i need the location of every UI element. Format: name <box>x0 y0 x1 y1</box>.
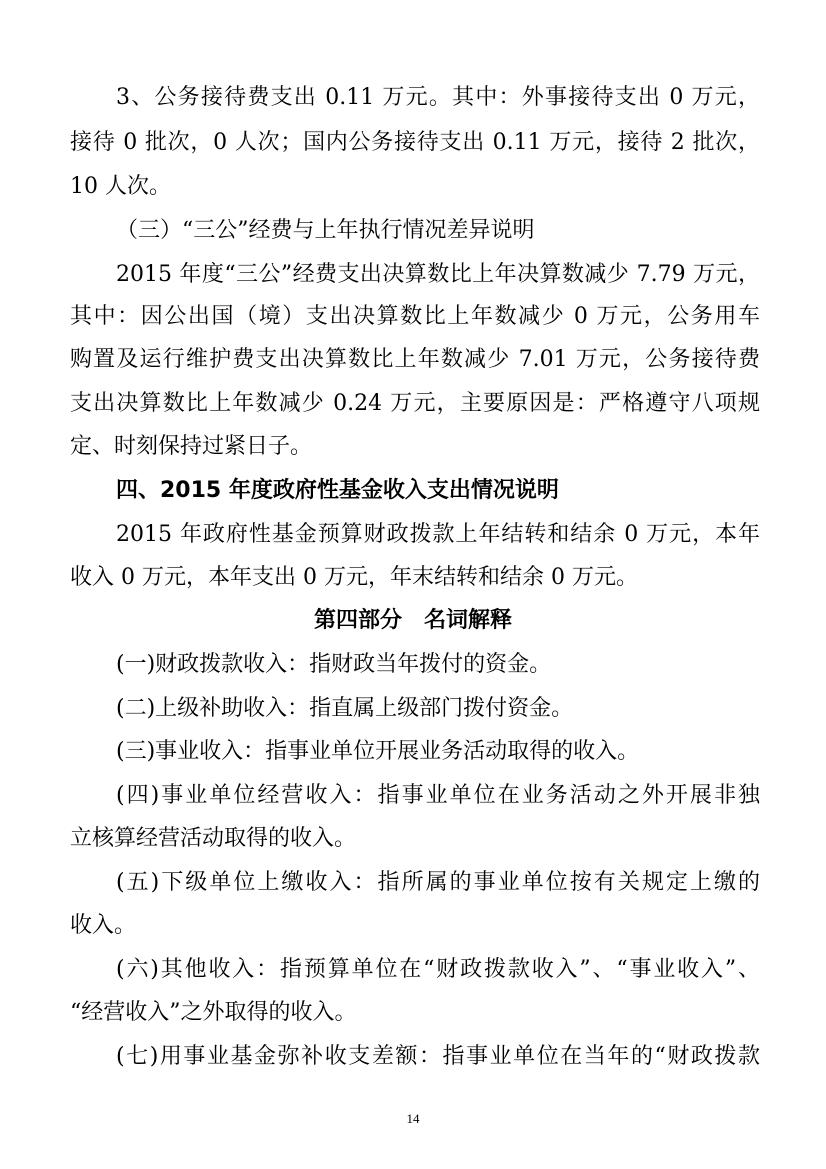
term-line: (七)用事业基金弥补收支差额：指事业单位在当年的“财政拨款 <box>116 1044 760 1069</box>
term-line: (六)其他收入：指预算单位在“财政拨款收入”、“事业收入”、 <box>116 957 760 982</box>
term-line: (二)上级补助收入：指直属上级部门拨付资金。 <box>116 696 574 721</box>
text-line: “经营收入”之外取得的收入。 <box>70 1000 357 1025</box>
text-line: 收入 0 万元，本年支出 0 万元，年末结转和结余 0 万元。 <box>70 565 638 590</box>
section-subheading: （三）“三公”经费与上年执行情况差异说明 <box>116 218 535 243</box>
text-line: 2015 年政府性基金预算财政拨款上年结转和结余 0 万元，本年 <box>116 522 760 547</box>
term-line: (五)下级单位上缴收入：指所属的事业单位按有关规定上缴的 <box>116 870 760 895</box>
term-line: (四)事业单位经营收入：指事业单位在业务活动之外开展非独 <box>116 783 760 808</box>
text-line: 定、时刻保持过紧日子。 <box>70 434 313 459</box>
text-line: 10 人次。 <box>70 174 171 199</box>
part-heading: 第四部分 名词解释 <box>313 608 512 633</box>
term-line: (三)事业收入：指事业单位开展业务活动取得的收入。 <box>116 739 640 764</box>
text-line: 其中：因公出国（境）支出决算数比上年数减少 0 万元，公务用车 <box>70 304 760 329</box>
term-line: (一)财政拨款收入：指财政当年拨付的资金。 <box>116 652 552 677</box>
text-line: 3、公务接待费支出 0.11 万元。其中：外事接待支出 0 万元， <box>116 85 760 110</box>
section-heading: 四、2015 年度政府性基金收入支出情况说明 <box>116 478 559 503</box>
page-number: 14 <box>406 1111 420 1126</box>
text-line: 收入。 <box>70 913 137 938</box>
text-line: 2015 年度“三公”经费支出决算数比上年决算数减少 7.79 万元， <box>116 262 760 287</box>
text-line: 支出决算数比上年数减少 0.24 万元，主要原因是：严格遵守八项规 <box>70 391 760 416</box>
text-line: 购置及运行维护费支出决算数比上年数减少 7.01 万元，公务接待费 <box>70 347 760 372</box>
text-line: 立核算经营活动取得的收入。 <box>70 826 357 851</box>
text-line: 接待 0 批次，0 人次；国内公务接待支出 0.11 万元，接待 2 批次， <box>70 130 760 155</box>
